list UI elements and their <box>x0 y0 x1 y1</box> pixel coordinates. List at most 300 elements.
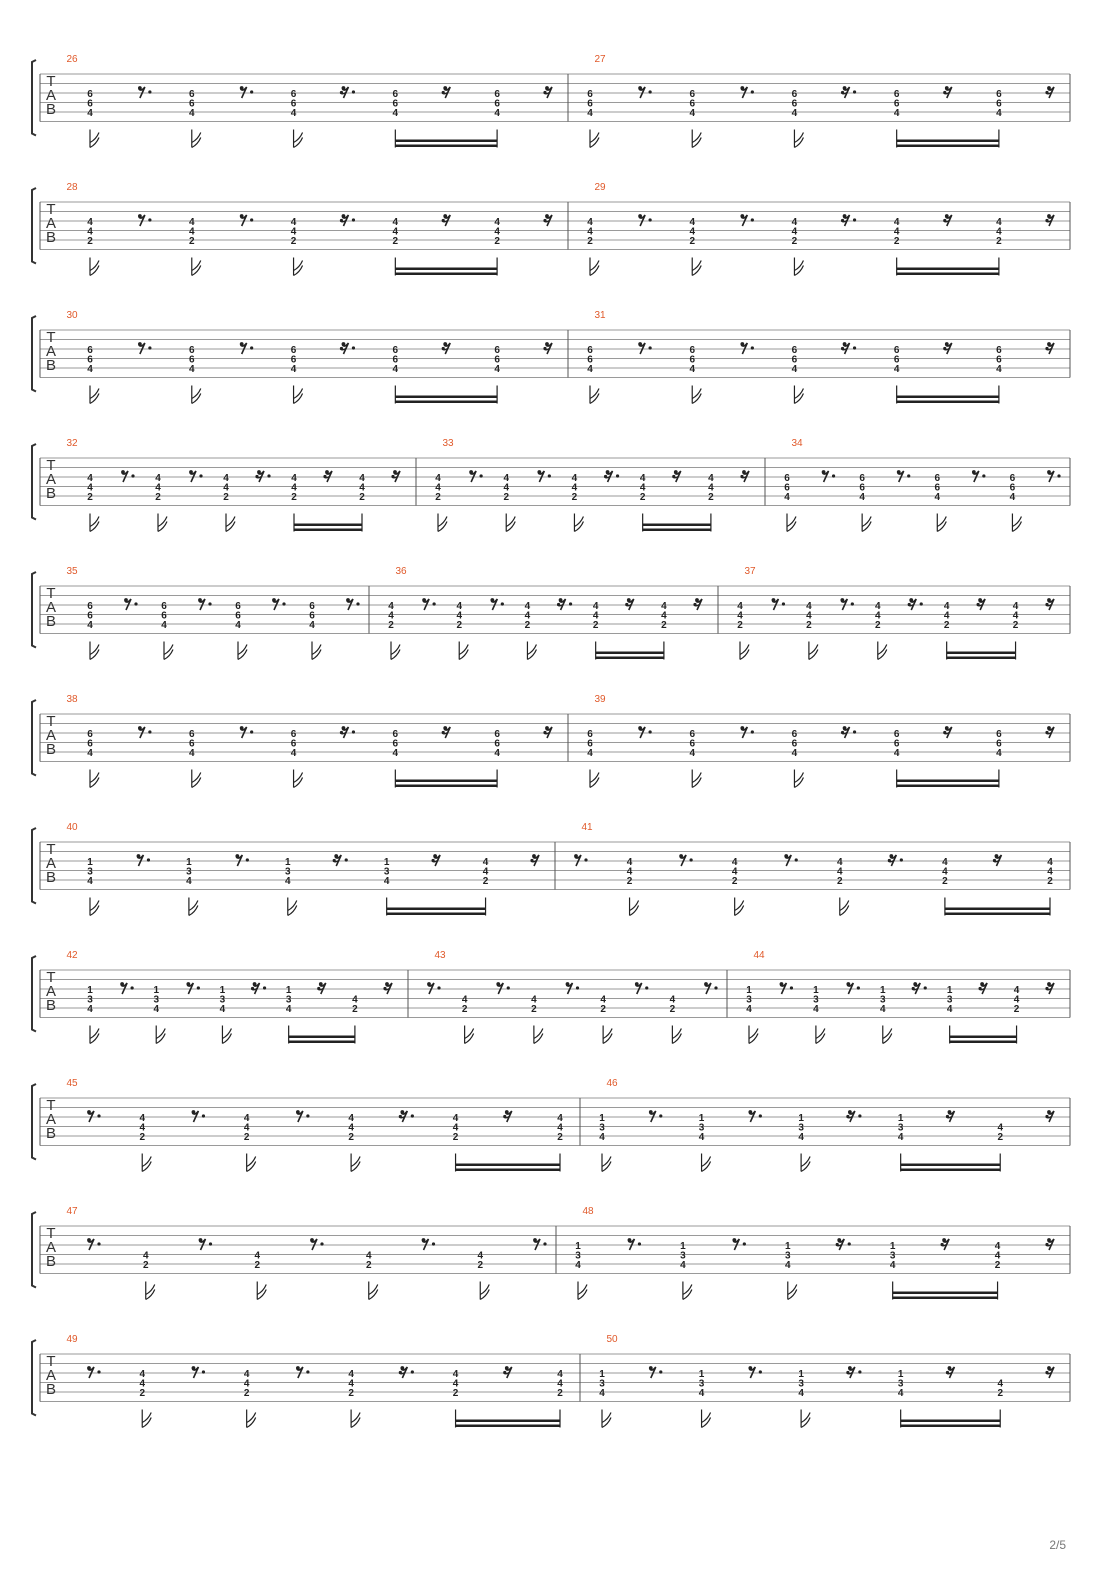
fret-number: 4 <box>859 492 865 503</box>
fret-number: 4 <box>893 364 900 375</box>
tab-clef-a: A <box>45 215 57 232</box>
tab-system-7 <box>32 822 1070 916</box>
rest-head <box>836 1243 839 1246</box>
fret-number: 6 <box>290 354 297 366</box>
measure-number: 33 <box>442 438 454 449</box>
rest-head <box>443 342 447 346</box>
fret-number: 4 <box>689 748 696 759</box>
rest-head <box>1047 598 1051 602</box>
rest-head <box>240 214 244 218</box>
fret-number: 4 <box>186 876 192 887</box>
rest-head <box>846 1115 849 1118</box>
tab-clef-t: T <box>46 201 56 218</box>
rest-dot <box>352 218 355 221</box>
rest-head <box>978 598 982 602</box>
fret-number: 4 <box>1047 857 1053 868</box>
rest-head <box>628 1238 632 1242</box>
rest-head <box>848 1366 852 1370</box>
fret-number: 2 <box>994 1260 1001 1271</box>
note-beam <box>950 1041 1017 1044</box>
tab-clef-b: B <box>45 741 57 758</box>
fret-number: 3 <box>946 994 953 1006</box>
fret-number: 2 <box>996 236 1002 247</box>
rest-dot <box>209 1242 212 1245</box>
measure-number: 48 <box>582 1206 594 1217</box>
rest-head <box>742 470 746 474</box>
rest-head <box>383 987 386 990</box>
fret-number: 2 <box>348 1132 354 1143</box>
fret-number: 4 <box>392 217 399 228</box>
note-beam <box>897 268 999 271</box>
fret-number: 2 <box>836 876 843 887</box>
rest-dot <box>858 1114 861 1117</box>
tab-clef-a: A <box>45 343 57 360</box>
rest-head <box>948 1110 952 1114</box>
rest-head <box>342 214 346 218</box>
tab-clef-b: B <box>45 229 57 246</box>
fret-number: 4 <box>359 482 365 494</box>
fret-number: 4 <box>291 482 297 494</box>
fret-number: 1 <box>284 857 291 868</box>
fret-number: 6 <box>87 601 93 612</box>
fret-number: 4 <box>626 857 633 868</box>
tab-clef-b: B <box>45 485 57 502</box>
fret-number: 6 <box>290 98 297 110</box>
fret-number: 1 <box>897 1113 904 1124</box>
rest-head <box>748 1366 752 1370</box>
fret-number: 4 <box>503 482 510 494</box>
fret-number: 4 <box>87 748 93 759</box>
tab-clef-b: B <box>45 1253 57 1270</box>
rest-head <box>732 1238 736 1242</box>
rest-head <box>606 470 610 474</box>
fret-number: 4 <box>557 1122 563 1134</box>
tab-clef-a: A <box>45 983 57 1000</box>
fret-number: 6 <box>188 354 195 366</box>
rest-head <box>780 982 784 986</box>
fret-number: 1 <box>798 1369 804 1380</box>
tab-clef-a: A <box>45 599 57 616</box>
fret-number: 4 <box>996 226 1002 238</box>
fret-number: 6 <box>392 729 399 740</box>
measure-number: 26 <box>66 54 78 65</box>
rest-head <box>704 982 708 986</box>
rest-dot <box>584 858 587 861</box>
fret-number: 2 <box>737 620 743 631</box>
fret-number: 4 <box>889 1260 896 1271</box>
fret-number: 4 <box>997 1378 1004 1390</box>
tab-clef-a: A <box>45 1367 57 1384</box>
measure-number: 44 <box>753 950 765 961</box>
note-beam <box>897 140 999 143</box>
measure-37 <box>737 566 1054 660</box>
fret-number: 4 <box>689 217 696 228</box>
fret-number: 3 <box>599 1122 605 1134</box>
fret-number: 4 <box>290 364 297 375</box>
fret-number: 6 <box>784 473 790 484</box>
rest-head <box>897 470 901 474</box>
rest-dot <box>924 986 927 989</box>
fret-number: 2 <box>731 876 738 887</box>
fret-number: 6 <box>791 98 798 110</box>
fret-number: 2 <box>456 620 463 631</box>
system-bracket <box>32 1212 36 1288</box>
fret-number: 4 <box>836 857 843 868</box>
fret-number: 2 <box>392 236 399 247</box>
rest-head <box>334 854 338 858</box>
rest-head <box>1047 1110 1051 1114</box>
fret-number: 4 <box>285 1004 292 1015</box>
fret-number: 3 <box>599 1378 605 1390</box>
fret-number: 4 <box>1013 985 1020 996</box>
fret-number: 3 <box>219 994 226 1006</box>
tab-system-5 <box>32 566 1070 660</box>
fret-number: 2 <box>388 620 394 631</box>
fret-number: 6 <box>87 98 93 110</box>
rest-head <box>943 731 946 734</box>
fret-number: 4 <box>392 364 399 375</box>
fret-number: 4 <box>893 108 900 119</box>
rest-head <box>945 726 949 730</box>
rest-head <box>192 1110 196 1114</box>
rest-head <box>574 854 578 858</box>
fret-number: 4 <box>557 1369 563 1380</box>
fret-number: 6 <box>188 98 195 110</box>
fret-number: 4 <box>669 994 676 1006</box>
fret-number: 3 <box>798 1122 804 1134</box>
measure-number: 43 <box>434 950 446 961</box>
rest-head <box>1047 342 1051 346</box>
rest-dot <box>352 90 355 93</box>
fret-number: 2 <box>1013 1004 1020 1015</box>
fret-number: 2 <box>290 236 297 247</box>
note-beam <box>893 1297 998 1300</box>
rest-head <box>443 86 447 90</box>
fret-number: 4 <box>874 601 881 612</box>
fret-number: 4 <box>348 1122 354 1134</box>
fret-number: 6 <box>392 354 399 366</box>
rest-head <box>888 859 891 862</box>
fret-number: 1 <box>698 1369 705 1380</box>
note-beam <box>901 1425 1001 1428</box>
tab-clef-a: A <box>45 87 57 104</box>
fret-number: 6 <box>689 354 696 366</box>
fret-number: 1 <box>599 1369 605 1380</box>
fret-number: 2 <box>254 1260 261 1271</box>
rest-dot <box>250 730 253 733</box>
rest-dot <box>569 602 572 605</box>
fret-number: 2 <box>708 492 714 503</box>
fret-number: 2 <box>188 236 195 247</box>
fret-number: 4 <box>435 482 441 494</box>
rest-head <box>740 342 744 346</box>
tab-system-3 <box>32 310 1070 404</box>
measure-50 <box>599 1334 1054 1428</box>
fret-number: 6 <box>161 610 167 622</box>
fret-number: 4 <box>87 620 93 631</box>
tab-clef-b: B <box>45 1125 57 1142</box>
rest-head <box>333 859 336 862</box>
rest-head <box>1047 1366 1051 1370</box>
fret-number: 6 <box>893 345 900 356</box>
rest-head <box>533 1238 537 1242</box>
rest-dot <box>851 602 854 605</box>
rest-head <box>87 1238 91 1242</box>
rest-dot <box>548 474 551 477</box>
tab-clef-a: A <box>45 471 57 488</box>
fret-number: 4 <box>897 1132 904 1143</box>
rest-dot <box>131 986 134 989</box>
measure-32 <box>66 438 400 532</box>
rest-dot <box>616 474 619 477</box>
rest-dot <box>751 90 754 93</box>
fret-number: 2 <box>531 1004 537 1015</box>
note-beam <box>395 273 497 276</box>
fret-number: 3 <box>285 994 292 1006</box>
fret-number: 4 <box>806 601 812 612</box>
fret-number: 4 <box>359 473 365 484</box>
fret-number: 2 <box>503 492 510 503</box>
rest-head <box>199 1238 203 1242</box>
rest-head <box>943 219 946 222</box>
system-bracket <box>32 572 36 648</box>
rest-dot <box>199 474 202 477</box>
rest-head <box>841 347 844 350</box>
fret-number: 4 <box>142 1250 149 1262</box>
fret-number: 3 <box>798 1378 804 1390</box>
fret-number: 2 <box>942 876 948 887</box>
fret-number: 2 <box>243 1388 250 1399</box>
rest-head <box>342 726 346 730</box>
fret-number: 6 <box>587 98 593 110</box>
rest-dot <box>97 1370 100 1373</box>
measure-48 <box>575 1206 1054 1300</box>
fret-number: 4 <box>87 108 93 119</box>
fret-number: 4 <box>494 748 500 759</box>
fret-number: 4 <box>798 1388 804 1399</box>
fret-number: 4 <box>897 1388 904 1399</box>
rest-head <box>843 342 847 346</box>
rest-head <box>638 86 642 90</box>
fret-number: 2 <box>806 620 812 631</box>
note-beam <box>456 1164 560 1167</box>
rest-dot <box>267 474 270 477</box>
fret-number: 4 <box>1012 610 1019 622</box>
rest-dot <box>356 602 359 605</box>
measure-30 <box>66 310 552 404</box>
rest-head <box>672 475 675 478</box>
fret-number: 4 <box>893 748 900 759</box>
fret-number: 1 <box>383 857 390 868</box>
fret-number: 1 <box>813 985 819 996</box>
fret-number: 4 <box>243 1122 250 1134</box>
rest-dot <box>501 602 504 605</box>
note-beam <box>596 657 664 660</box>
fret-number: 6 <box>587 738 593 750</box>
fret-number: 6 <box>996 354 1002 366</box>
fret-number: 6 <box>290 738 297 750</box>
rest-dot <box>645 986 648 989</box>
fret-number: 2 <box>223 492 229 503</box>
fret-number: 2 <box>639 492 646 503</box>
tab-clef-b: B <box>45 869 57 886</box>
fret-number: 1 <box>897 1369 904 1380</box>
fret-number: 2 <box>587 236 593 247</box>
rest-dot <box>433 602 436 605</box>
fret-number: 2 <box>571 492 578 503</box>
rest-head <box>693 603 696 606</box>
system-bracket <box>32 444 36 520</box>
rest-dot <box>437 986 440 989</box>
fret-number: 6 <box>791 345 798 356</box>
rest-head <box>946 1115 949 1118</box>
rest-head <box>566 982 570 986</box>
tab-clef-a: A <box>45 727 57 744</box>
rest-head <box>840 598 844 602</box>
fret-number: 6 <box>996 98 1002 110</box>
fret-number: 6 <box>494 729 500 740</box>
measure-number: 41 <box>581 822 593 833</box>
rest-head <box>319 982 323 986</box>
fret-number: 2 <box>997 1388 1004 1399</box>
system-bracket <box>32 1084 36 1160</box>
rest-head <box>908 603 911 606</box>
fret-number: 4 <box>524 601 531 612</box>
fret-number: 4 <box>155 482 161 494</box>
rest-head <box>442 219 445 222</box>
rest-head <box>545 726 549 730</box>
fret-number: 1 <box>698 1113 705 1124</box>
fret-number: 1 <box>784 1241 791 1252</box>
fret-number: 4 <box>309 620 315 631</box>
rest-head <box>323 475 326 478</box>
fret-number: 4 <box>994 1250 1001 1262</box>
fret-number: 6 <box>996 729 1002 740</box>
rest-dot <box>148 90 151 93</box>
rest-head <box>192 1366 196 1370</box>
fret-number: 6 <box>290 345 297 356</box>
rest-head <box>559 598 563 602</box>
tab-clef-a: A <box>45 1239 57 1256</box>
fret-number: 4 <box>503 473 510 484</box>
fret-number: 4 <box>587 364 593 375</box>
fret-number: 3 <box>383 866 390 878</box>
rest-head <box>638 726 642 730</box>
fret-number: 4 <box>87 876 93 887</box>
tab-clef-b: B <box>45 357 57 374</box>
fret-number: 4 <box>587 226 593 238</box>
rest-head <box>841 219 844 222</box>
fret-number: 4 <box>791 748 798 759</box>
fret-number: 4 <box>1013 994 1020 1006</box>
fret-number: 3 <box>575 1250 581 1262</box>
rest-head <box>846 1371 849 1374</box>
fret-number: 6 <box>309 601 315 612</box>
rest-dot <box>751 730 754 733</box>
fret-number: 2 <box>997 1132 1004 1143</box>
note-beam <box>387 913 486 916</box>
rest-head <box>138 726 142 730</box>
fret-number: 3 <box>87 994 93 1006</box>
rest-head <box>1045 1243 1048 1246</box>
rest-head <box>443 214 447 218</box>
rest-head <box>240 86 244 90</box>
fret-number: 4 <box>698 1132 705 1143</box>
rest-head <box>948 1366 952 1370</box>
measure-number: 35 <box>66 566 78 577</box>
fret-number: 6 <box>784 482 790 494</box>
fret-number: 2 <box>943 620 950 631</box>
measure-47 <box>66 1206 546 1300</box>
rest-head <box>400 1366 404 1370</box>
fret-number: 6 <box>188 738 195 750</box>
fret-number: 2 <box>791 236 798 247</box>
measure-40 <box>66 822 539 916</box>
measure-49 <box>66 1334 563 1428</box>
fret-number: 6 <box>87 738 93 750</box>
fret-number: 4 <box>1009 492 1016 503</box>
rest-head <box>1045 603 1048 606</box>
rest-dot <box>134 602 137 605</box>
measure-number: 28 <box>66 182 78 193</box>
rest-head <box>946 1371 949 1374</box>
fret-number: 6 <box>392 98 399 110</box>
rest-head <box>545 214 549 218</box>
fret-number: 1 <box>746 985 752 996</box>
fret-number: 6 <box>689 89 696 100</box>
rest-head <box>198 598 202 602</box>
rest-dot <box>320 1242 323 1245</box>
rest-head <box>843 214 847 218</box>
rest-head <box>1047 982 1051 986</box>
rest-head <box>972 470 976 474</box>
rest-head <box>310 1238 314 1242</box>
rest-head <box>837 1238 841 1242</box>
rest-dot <box>306 1370 309 1373</box>
fret-number: 4 <box>836 866 843 878</box>
measure-31 <box>587 310 1054 404</box>
fret-number: 2 <box>452 1132 459 1143</box>
rest-head <box>909 598 913 602</box>
rest-head <box>945 214 949 218</box>
tab-system-4 <box>32 438 1070 532</box>
note-beam <box>395 145 497 148</box>
note-beam <box>950 1036 1017 1039</box>
rest-head <box>942 1238 946 1242</box>
fret-number: 6 <box>893 89 900 100</box>
fret-number: 6 <box>235 601 241 612</box>
fret-number: 4 <box>708 482 714 494</box>
rest-dot <box>411 1370 414 1373</box>
rest-dot <box>147 858 150 861</box>
fret-number: 4 <box>139 1378 146 1390</box>
fret-number: 3 <box>284 866 291 878</box>
rest-head <box>889 854 893 858</box>
tab-system-1 <box>32 54 1070 148</box>
fret-number: 4 <box>661 601 667 612</box>
fret-number: 4 <box>639 482 646 494</box>
rest-head <box>137 854 141 858</box>
rest-head <box>848 1110 852 1114</box>
rest-head <box>543 91 546 94</box>
rest-head <box>385 982 389 986</box>
note-beam <box>945 908 1050 911</box>
tab-system-9 <box>32 1078 1070 1172</box>
rest-head <box>543 347 546 350</box>
rest-head <box>740 726 744 730</box>
fret-number: 4 <box>254 1250 261 1262</box>
rest-head <box>995 854 999 858</box>
